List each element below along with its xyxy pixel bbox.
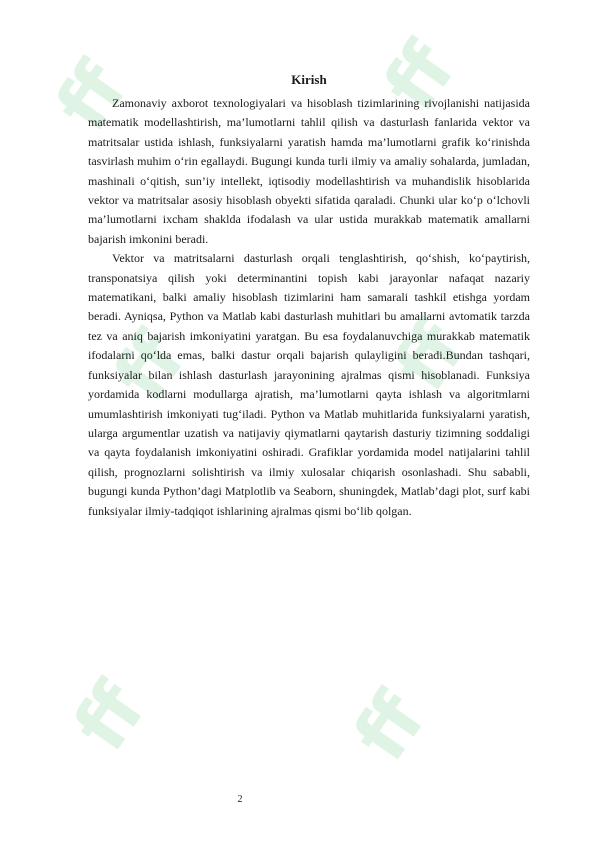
watermark-logo: ff <box>337 677 443 777</box>
paragraph-vectors: Vektor va matritsalarni dasturlash orqali tenglashtirish, qo‘shish, ko‘paytirish, transponatsiya qilish yoki determinantini topish kabi jarayonlar nafaqat nazariy matematikani, balki amaliy hisoblash tizimlarini ham samarali tashkil etishga yordam beradi. Ayniqsa, Python va Matlab kabi dasturlash muhitlari bu amallarni avtomatik tarzda tez va aniq bajarish imkoniyatini yaratgan. Bu esa foydalanuvchiga murakkab matematik ifodalarni qo‘lda emas, balki dastur orqali bajarish qulayligini beradi.Bundan tashqari, funksiyalar bilan ishlash dasturlash jarayonining ajralmas qismi hisoblanadi. Funksiya yordamida kodlarni modullarga ajratish, ma’lumotlarni qayta ishlash va algoritmlarni umumlashtirish imkoniyati tug‘iladi. Python va Matlab muhitlarida funksiyalarni yaratish, ularga argumentlar uzatish va natijaviy qiymatlarni qaytarish dasturiy tizimning soddaligi va qayta foydalanish imkoniyatini oshiradi. Grafiklar yordamida model natijalarini tahlil qilish, prognozlarni solishtirish va ilmiy xulosalar chiqarish osonlashadi. Shu sababli, bugungi kunda Python’dagi Matplotlib va Seaborn, shuningdek, Matlab’dagi plot, surf kabi funksiyalar ilmiy-tadqiqot ishlarining ajralmas qismi bo‘lib qolgan. <box>88 251 530 518</box>
page-number: 2 <box>237 794 243 805</box>
watermark-logo: ff <box>97 317 203 417</box>
watermark-logo: ff <box>377 307 483 407</box>
watermark-logo: ff <box>39 47 145 147</box>
section-title: Kirish <box>291 72 327 87</box>
watermark-logo: ff <box>57 667 163 767</box>
paragraph-intro: Zamonaviy axborot texnologiyalari va hisoblash tizimlarining rivojlanishi natijasida matematik modellashtirish, ma’lumotlarni tahlil qilish va dasturlash fanlarida vektor va matritsalar ustida ishlash, funksiyalarni yaratish hamda ma’lumotlarni grafik ko‘rinishda tasvirlash muhim o‘rin egallaydi. Bugungi kunda turli ilmiy va amaliy sohalarda, jumladan, mashinali o‘qitish, sun’iy intellekt, iqtisodiy modellashtirish va muhandislik hisoblarida vektor va matritsalar asosiy hisoblash obyekti sifatida qaraladi. Chunki ular ko‘p o‘lchovli ma’lumotlarni ixcham shaklda ifodalash va ular ustida murakkab matematik amallarni bajarish imkonini beradi. <box>88 96 530 246</box>
watermark-logo: ff <box>367 27 473 127</box>
document-body <box>88 72 530 521</box>
